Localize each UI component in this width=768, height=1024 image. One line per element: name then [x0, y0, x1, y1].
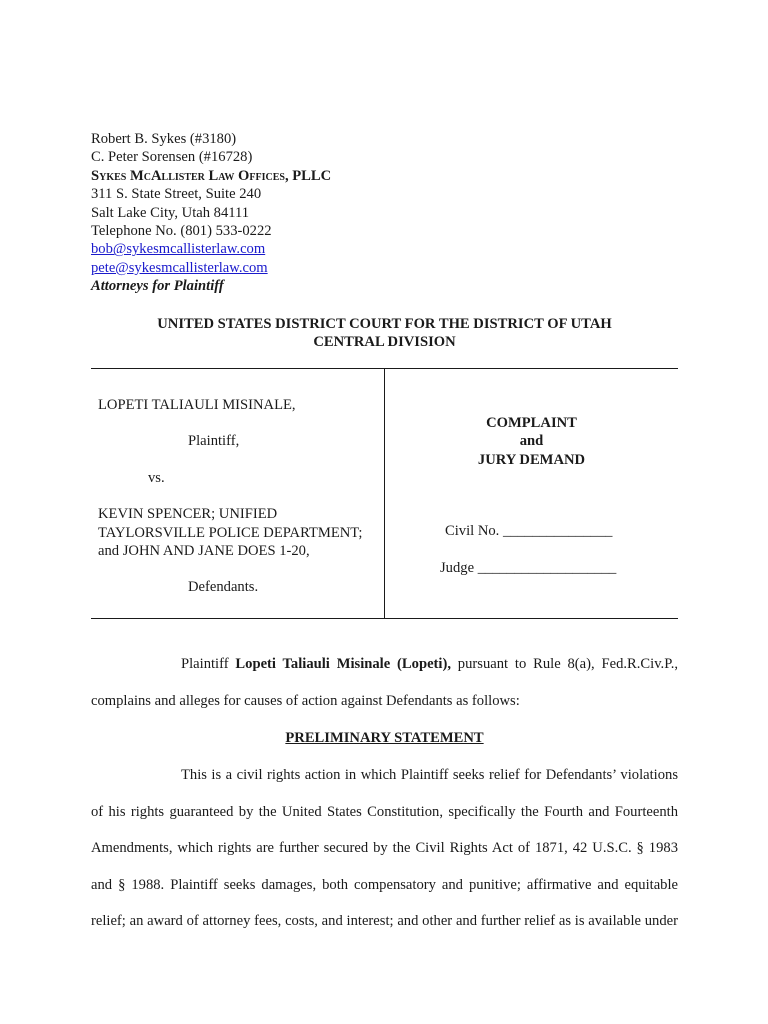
statement-line: and § 1988. Plaintiff seeks damages, both compensatory and punitive; affirmative and equitable: [91, 877, 678, 893]
defendants-line: TAYLORSVILLE POLICE DEPARTMENT;: [98, 524, 363, 541]
document-title-line: COMPLAINT: [486, 415, 577, 431]
plaintiff-role: Plaintiff,: [188, 433, 240, 450]
law-firm-name: Sykes McAllister Law Offices, PLLC: [91, 167, 332, 184]
defendants-line: and JOHN AND JANE DOES 1-20,: [98, 543, 310, 560]
civil-number-field: Civil No. _______________: [445, 523, 613, 539]
defendants-role: Defendants.: [188, 579, 259, 596]
email-link-bob[interactable]: bob@sykesmcallisterlaw.com: [91, 241, 266, 258]
attorney-name: C. Peter Sorensen (#16728): [91, 149, 253, 166]
firm-telephone: Telephone No. (801) 533-0222: [91, 223, 272, 240]
intro-paragraph-line: [91, 655, 678, 673]
caption-parties: [98, 396, 383, 597]
plaintiff-name: LOPETI TALIAULI MISINALE,: [98, 397, 296, 413]
document-title: [385, 414, 678, 469]
firm-address-line: Salt Lake City, Utah 84111: [91, 204, 250, 221]
intro-prefix: Plaintiff: [181, 656, 236, 672]
caption-document-info: [385, 369, 678, 618]
email-link-pete[interactable]: pete@sykesmcallisterlaw.com: [91, 259, 268, 276]
case-caption: [91, 368, 678, 619]
attorney-info-block: [91, 130, 331, 296]
intro-paragraph-line: complains and alleges for causes of action against Defendants as follows:: [91, 693, 520, 709]
document-title-line: and: [519, 433, 544, 450]
document-title-line: JURY DEMAND: [477, 451, 586, 468]
court-heading: [91, 315, 678, 352]
intro-suffix: pursuant to Rule 8(a), Fed.R.Civ.P.,: [450, 656, 679, 672]
defendants-line: KEVIN SPENCER; UNIFIED: [98, 506, 278, 523]
judge-field: Judge ___________________: [440, 560, 617, 576]
attorney-name: Robert B. Sykes (#3180): [91, 131, 237, 147]
statement-line: This is a civil rights action in which Plaintiff seeks relief for Defendants’ violations: [181, 767, 678, 783]
attorneys-for-label: Attorneys for Plaintiff: [91, 278, 224, 295]
section-heading: PRELIMINARY STATEMENT: [285, 730, 484, 746]
plaintiff-defined-name: Lopeti Taliauli Misinale (Lopeti),: [235, 656, 451, 672]
firm-address-line: 311 S. State Street, Suite 240: [91, 186, 262, 203]
court-division: CENTRAL DIVISION: [313, 334, 456, 351]
versus-label: vs.: [148, 469, 165, 486]
court-name: UNITED STATES DISTRICT COURT FOR THE DISTRICT OF UTAH: [157, 316, 612, 332]
statement-line: Amendments, which rights are further secured by the Civil Rights Act of 1871, 42 U.S.C. § 1983: [91, 840, 678, 856]
statement-line: of his rights guaranteed by the United States Constitution, specifically the Fourth and Fourteenth: [91, 804, 678, 820]
defendants-names: [98, 505, 383, 560]
statement-line: relief; an award of attorney fees, costs, and interest; and other and further relief as is available under: [91, 913, 678, 929]
